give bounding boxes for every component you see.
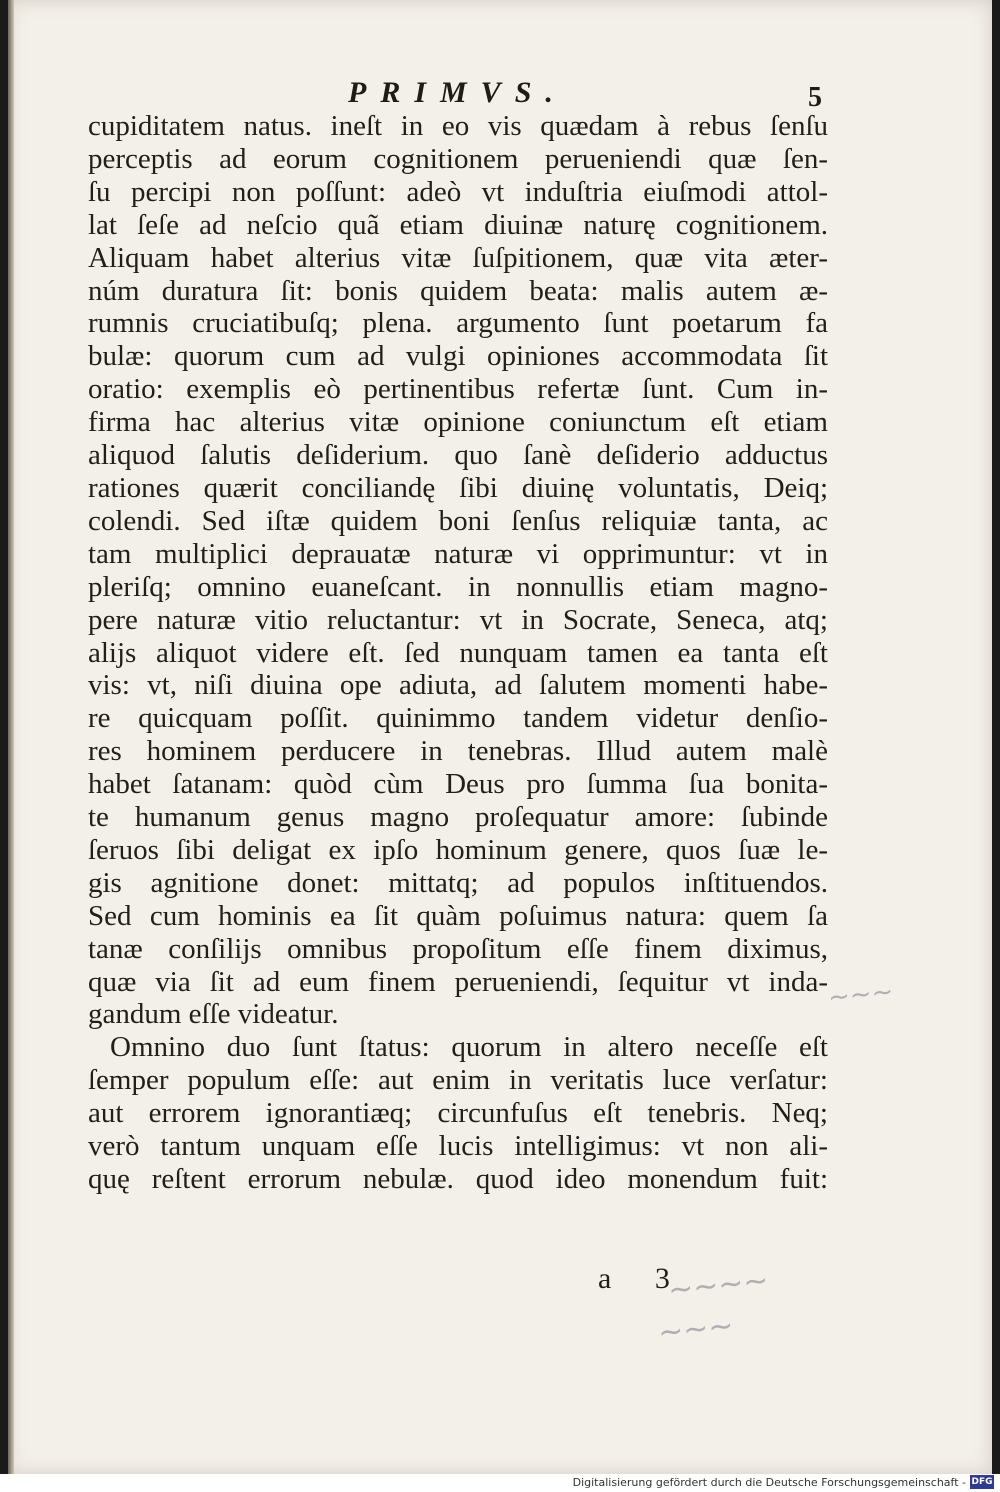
text-line: núm duratura ſit: bonis quidem beata: malis autem æ- bbox=[88, 274, 828, 307]
handwritten-annotation: ~~~ bbox=[656, 1308, 736, 1351]
text-line: aut errorem ignorantiæq; circunfuſus eſt tenebris. Neq; bbox=[88, 1097, 828, 1130]
text-line: pere naturæ vitio reluctantur: vt in Socrate, Seneca, atq; bbox=[88, 603, 828, 636]
text-line: rationes quærit conciliandę ſibi diuinę voluntatis, Deiq; bbox=[88, 471, 828, 504]
text-line: rumnis cruciatibuſq; plena. argumento ſunt poetarum fa bbox=[88, 307, 828, 340]
text-line-paragraph-end: gandum eſſe videatur. bbox=[88, 998, 339, 1031]
text-line: verò tantum unquam eſſe lucis intelligimus: vt non ali- bbox=[88, 1130, 828, 1163]
text-line: habet ſatanam: quòd cùm Deus pro ſumma ſua bonita- bbox=[88, 768, 828, 801]
signature-mark: a 3 bbox=[598, 1262, 688, 1295]
handwritten-annotation: ~~~ bbox=[826, 976, 895, 1014]
text-line: re quicquam poſſit. quinimmo tandem videtur denſio- bbox=[88, 702, 828, 735]
text-line: quę reſtent errorum nebulæ. quod ideo monendum fuit: bbox=[88, 1163, 828, 1195]
text-line: pleriſq; omnino euaneſcant. in nonnullis etiam magno- bbox=[88, 570, 828, 603]
book-page bbox=[8, 0, 992, 1474]
text-line: tam multiplici deprauatæ naturæ vi opprimuntur: vt in bbox=[88, 537, 828, 570]
handwritten-annotation: ~~~~ bbox=[666, 1262, 771, 1309]
funding-credit: Digitalisierung gefördert durch die Deutsche Forschungsgemeinschaft - bbox=[572, 1476, 966, 1489]
text-line: cupiditatem natus. ineſt in eo vis quædam à rebus ſenſu bbox=[88, 110, 828, 142]
text-line: te humanum genus magno proſequatur amore: ſubinde bbox=[88, 801, 828, 834]
text-line: Aliquam habet alterius vitæ ſuſpitionem, quæ vita æter- bbox=[88, 241, 828, 274]
text-line: perceptis ad eorum cognitionem perueniendi quæ ſen- bbox=[88, 142, 828, 175]
text-line: alijs aliquot videre eſt. ſed nunquam tamen ea tanta eſt bbox=[88, 636, 828, 669]
body-text bbox=[88, 110, 828, 1196]
text-line: bulæ: quorum cum ad vulgi opiniones accommodata ſit bbox=[88, 340, 828, 373]
dfg-logo: DFG bbox=[971, 1477, 993, 1487]
page-number: 5 bbox=[808, 82, 822, 113]
text-line: tanæ conſilijs omnibus propoſitum eſſe finem diximus, bbox=[88, 932, 828, 965]
text-line: gis agnitione donet: mittatq; ad populos inſtituendos. bbox=[88, 866, 828, 899]
text-line: ſu percipi non poſſunt: adeò vt induſtria eiuſmodi attol- bbox=[88, 175, 828, 208]
page-content bbox=[8, 0, 992, 1474]
text-line: lat ſeſe ad neſcio quã etiam diuinæ naturę cognitionem. bbox=[88, 208, 828, 241]
text-line-paragraph-start: Omnino duo ſunt ſtatus: quorum in altero neceſſe eſt bbox=[110, 1031, 828, 1064]
text-line: aliquod ſalutis deſiderium. quo ſanè deſiderio adductus bbox=[88, 439, 828, 472]
text-line: vis: vt, niſi diuina ope adiuta, ad ſalutem momenti habe- bbox=[88, 669, 828, 702]
text-line: res hominem perducere in tenebras. Illud autem malè bbox=[88, 735, 828, 768]
text-line: ſemper populum eſſe: aut enim in veritatis luce verſatur: bbox=[88, 1064, 828, 1097]
text-line: ſeruos ſibi deligat ex ipſo hominum genere, quos ſuæ le- bbox=[88, 833, 828, 866]
text-line: oratio: exemplis eò pertinentibus refertæ ſunt. Cum in- bbox=[88, 373, 828, 406]
text-line: quæ via ſit ad eum finem perueniendi, ſequitur vt inda- bbox=[88, 965, 828, 998]
text-line: colendi. Sed iſtæ quidem boni ſenſus reliquiæ tanta, ac bbox=[88, 504, 828, 537]
text-line: Sed cum hominis ea ſit quàm poſuimus natura: quem ſa bbox=[88, 899, 828, 932]
text-line: firma hac alterius vitæ opinione coniunctum eſt etiam bbox=[88, 406, 828, 439]
running-head: PRIMVS. bbox=[348, 76, 567, 109]
